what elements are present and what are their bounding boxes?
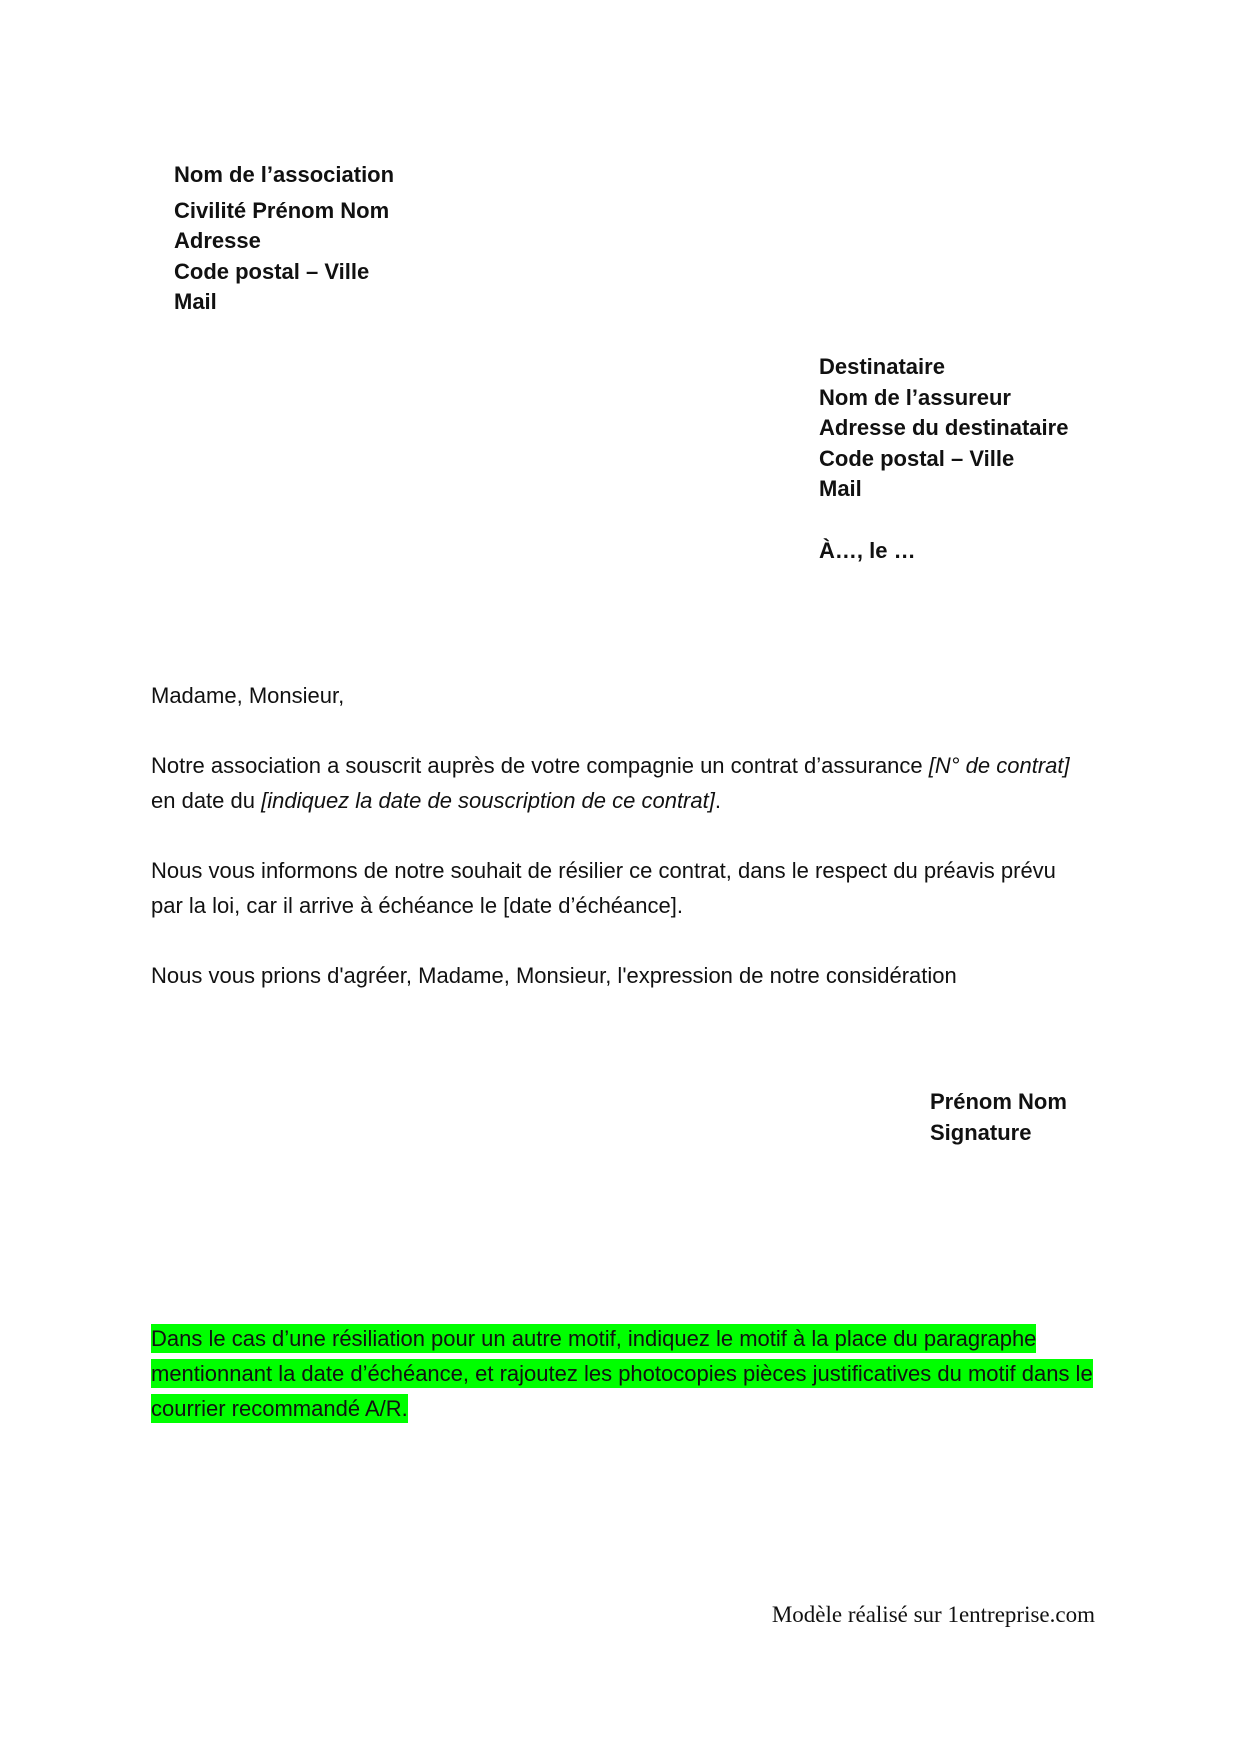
salutation: Madame, Monsieur, <box>151 683 345 708</box>
sender-civility-name: Civilité Prénom Nom <box>174 197 390 223</box>
paragraph-contract-text-a: Notre association a souscrit auprès de votre compagnie un contrat d’assurance <box>151 753 929 778</box>
footer-credit: Modèle réalisé sur 1entreprise.com <box>771 1602 1095 1627</box>
paragraph-contract-text-b: en date du <box>151 788 262 813</box>
sender-address-block <box>174 160 394 318</box>
recipient-insurer-name: Nom de l’assureur <box>819 384 1011 410</box>
recipient-label: Destinataire <box>819 354 945 379</box>
paragraph-contract-text-c: . <box>714 788 721 813</box>
recipient-postal-city: Code postal – Ville <box>819 445 1015 471</box>
sender-postal-city: Code postal – Ville <box>174 258 370 284</box>
sender-address: Adresse <box>174 228 261 253</box>
subscription-date-placeholder: [indiquez la date de souscription de ce contrat] <box>261 788 715 813</box>
signature-name: Prénom Nom <box>930 1089 1067 1114</box>
paragraph-termination: Nous vous informons de notre souhait de résilier ce contrat, dans le respect du préavis prévu par la loi, car il arrive à échéance le [date d’échéance]. <box>151 858 1056 918</box>
sender-association-name: Nom de l’association <box>174 162 395 187</box>
place-date-line: À…, le … <box>819 538 916 563</box>
recipient-address: Adresse du destinataire <box>819 415 1069 440</box>
paragraph-closing: Nous vous prions d'agréer, Madame, Monsieur, l'expression de notre considération <box>151 963 957 988</box>
highlighted-note-text: Dans le cas d’une résiliation pour un autre motif, indiquez le motif à la place du paragraphe mentionnant la date d’échéance, et rajoutez les photocopies pièces justificatives du motif dans le courrier recommandé A/R. <box>151 1326 1093 1421</box>
signature-block <box>930 1086 1067 1148</box>
contract-number-placeholder: [N° de contrat] <box>928 753 1070 778</box>
recipient-mail: Mail <box>819 476 862 501</box>
signature-label: Signature <box>930 1120 1032 1145</box>
recipient-address-block <box>819 352 1068 505</box>
sender-mail: Mail <box>174 289 217 314</box>
paragraph-contract <box>151 748 1091 818</box>
highlighted-note <box>151 1321 1111 1426</box>
